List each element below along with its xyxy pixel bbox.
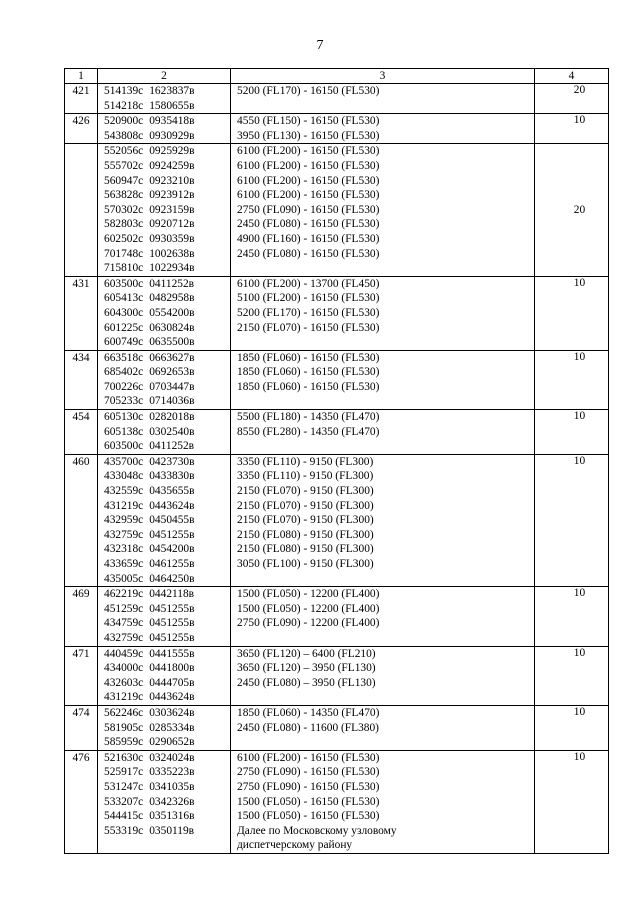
altitude-cell <box>231 750 535 853</box>
longitude: 0411252в <box>149 277 195 290</box>
latitude: 601225с <box>104 321 144 334</box>
coordinate-line <box>104 394 230 409</box>
altitude-line: диспетчерскому району <box>237 839 353 852</box>
altitude-line: 2450 (FL080) - 16150 (FL530) <box>237 247 380 260</box>
coordinate-line <box>104 217 230 232</box>
page-number: 7 <box>316 38 324 53</box>
altitude-line: 6100 (FL200) - 16150 (FL530) <box>237 145 380 158</box>
coordinate-line <box>104 824 230 839</box>
altitude-line: 2150 (FL080) - 9150 (FL300) <box>237 543 374 556</box>
coordinate-line <box>104 542 230 557</box>
longitude: 1022934в <box>149 262 195 275</box>
latitude: 434759с <box>104 617 144 630</box>
latitude: 434000с <box>104 662 144 675</box>
coordinate-line <box>104 321 230 336</box>
latitude: 603500с <box>104 277 144 290</box>
altitude-cell <box>231 646 535 705</box>
latitude: 525917с <box>104 766 144 779</box>
coordinates-cell <box>98 144 231 276</box>
altitude-cell <box>231 114 535 144</box>
altitude-line: 4550 (FL150) - 16150 (FL530) <box>237 115 380 128</box>
zone-number: 460 <box>65 454 98 586</box>
latitude: 562246с <box>104 706 144 719</box>
coordinate-line <box>104 690 230 705</box>
value-cell <box>535 144 609 276</box>
airspace-table <box>64 68 609 854</box>
table-row <box>65 587 609 646</box>
latitude: 685402с <box>104 366 144 379</box>
altitude-cell <box>231 276 535 350</box>
altitude-line: 8550 (FL280) - 14350 (FL470) <box>237 425 380 438</box>
latitude: 705233с <box>104 395 144 408</box>
longitude: 0923912в <box>149 189 195 202</box>
longitude: 0350119в <box>149 824 195 837</box>
coordinate-line <box>104 795 230 810</box>
coordinates-cell <box>98 454 231 586</box>
coordinate-line <box>104 513 230 528</box>
altitude-line: 2150 (FL070) - 9150 (FL300) <box>237 485 374 498</box>
latitude: 585959с <box>104 736 144 749</box>
altitude-line: 3650 (FL120) – 6400 (FL210) <box>237 647 376 660</box>
value-text: 10 <box>573 454 586 467</box>
latitude: 555702с <box>104 159 144 172</box>
coordinate-line <box>104 188 230 203</box>
longitude: 0411252в <box>149 440 195 453</box>
longitude: 0663627в <box>149 351 195 364</box>
coordinate-line <box>104 174 230 189</box>
table-row <box>65 705 609 750</box>
altitude-line: 6100 (FL200) - 16150 (FL530) <box>237 159 380 172</box>
latitude: 663518с <box>104 351 144 364</box>
altitude-line: 3050 (FL100) - 9150 (FL300) <box>237 558 374 570</box>
latitude: 431219с <box>104 691 144 704</box>
value-cell <box>535 705 609 750</box>
value-cell <box>535 276 609 350</box>
zone-number: 471 <box>65 646 98 705</box>
longitude: 0630824в <box>149 321 195 334</box>
coordinate-line <box>104 232 230 247</box>
longitude: 0635500в <box>149 336 195 349</box>
value-text: 10 <box>573 276 586 289</box>
latitude: 433048с <box>104 470 144 483</box>
value-text: 10 <box>573 750 586 763</box>
latitude: 432318с <box>104 543 144 556</box>
coordinate-line <box>104 780 230 795</box>
longitude: 0461255в <box>149 558 195 570</box>
zone-number: 469 <box>65 587 98 646</box>
latitude: 600749с <box>104 336 144 349</box>
value-text: 10 <box>573 705 586 718</box>
coordinate-line <box>104 261 230 276</box>
table-row <box>65 454 609 586</box>
longitude: 0451255в <box>149 528 195 541</box>
longitude: 0423730в <box>149 455 195 468</box>
altitude-cell <box>231 350 535 409</box>
coordinate-line <box>104 114 230 129</box>
altitude-line: 2150 (FL070) - 16150 (FL530) <box>237 321 380 334</box>
longitude: 0923159в <box>149 203 195 216</box>
longitude: 0451255в <box>149 631 195 644</box>
value-text: 10 <box>573 114 586 127</box>
coordinates-cell <box>98 276 231 350</box>
longitude: 0443624в <box>149 691 195 704</box>
latitude: 552056с <box>104 145 144 158</box>
latitude: 440459с <box>104 647 144 660</box>
latitude: 543808с <box>104 129 144 142</box>
altitude-line: 2150 (FL070) - 9150 (FL300) <box>237 499 374 512</box>
coordinates-cell <box>98 587 231 646</box>
latitude: 462219с <box>104 588 144 601</box>
latitude: 605130с <box>104 411 144 424</box>
altitude-line: 5200 (FL170) - 16150 (FL530) <box>237 306 380 319</box>
table-row <box>65 84 609 114</box>
latitude: 432959с <box>104 514 144 527</box>
altitude-line: 2750 (FL090) - 16150 (FL530) <box>237 766 380 779</box>
latitude: 603500с <box>104 440 144 453</box>
longitude: 0443624в <box>149 499 195 512</box>
value-cell <box>535 114 609 144</box>
latitude: 605138с <box>104 425 144 438</box>
zone-number: 426 <box>65 114 98 144</box>
coordinate-line <box>104 455 230 470</box>
coordinate-line <box>104 721 230 736</box>
coordinate-line <box>104 380 230 395</box>
coordinate-line <box>104 129 230 144</box>
longitude: 0923210в <box>149 174 195 187</box>
altitude-line: 2450 (FL080) – 3950 (FL130) <box>237 676 376 689</box>
altitude-line: 2450 (FL080) - 11600 (FL380) <box>237 721 379 734</box>
latitude: 553319с <box>104 824 144 837</box>
longitude: 0925929в <box>149 145 195 158</box>
altitude-line: 3950 (FL130) - 16150 (FL530) <box>237 129 380 142</box>
coordinate-line <box>104 410 230 425</box>
longitude: 0302540в <box>149 425 195 438</box>
altitude-line: 1500 (FL050) - 16150 (FL530) <box>237 795 380 808</box>
latitude: 514139с <box>104 85 144 97</box>
longitude: 1002638в <box>149 247 195 260</box>
latitude: 602502с <box>104 232 144 245</box>
longitude: 0435655в <box>149 485 195 498</box>
coordinate-line <box>104 144 230 159</box>
coordinate-line <box>104 439 230 454</box>
altitude-cell <box>231 410 535 455</box>
coordinate-line <box>104 765 230 780</box>
coordinate-line <box>104 277 230 292</box>
altitude-line: 6100 (FL200) - 16150 (FL530) <box>237 189 380 202</box>
value-cell <box>535 750 609 853</box>
longitude: 0554200в <box>149 306 195 319</box>
latitude: 533207с <box>104 795 144 808</box>
altitude-line: 2750 (FL090) - 16150 (FL530) <box>237 780 380 793</box>
coordinate-line <box>104 587 230 602</box>
zone-number: 476 <box>65 750 98 853</box>
longitude: 0324024в <box>149 751 195 764</box>
altitude-line: 1850 (FL060) - 14350 (FL470) <box>237 706 380 719</box>
value-cell <box>535 454 609 586</box>
latitude: 582803с <box>104 218 144 231</box>
altitude-line: 3650 (FL120) – 3950 (FL130) <box>237 662 376 675</box>
coordinate-line <box>104 706 230 721</box>
coordinate-line <box>104 306 230 321</box>
latitude: 570302с <box>104 203 144 216</box>
table-row <box>65 750 609 853</box>
altitude-line: 5100 (FL200) - 16150 (FL530) <box>237 292 380 305</box>
zone-number: 434 <box>65 350 98 409</box>
header-col-2: 2 <box>98 69 231 84</box>
altitude-line: 4900 (FL160) - 16150 (FL530) <box>237 232 380 245</box>
longitude: 0451255в <box>149 602 195 615</box>
latitude: 521630с <box>104 751 144 764</box>
latitude: 433659с <box>104 558 144 570</box>
longitude: 0441555в <box>149 647 195 660</box>
coordinates-cell <box>98 750 231 853</box>
altitude-line: 2750 (FL090) - 16150 (FL530) <box>237 203 380 216</box>
coordinate-line <box>104 572 230 587</box>
longitude: 0342326в <box>149 795 195 808</box>
coordinate-line <box>104 676 230 691</box>
longitude: 0454200в <box>149 543 195 556</box>
coordinate-line <box>104 661 230 676</box>
coordinate-line <box>104 99 230 114</box>
table-row <box>65 144 609 276</box>
table-row <box>65 646 609 705</box>
altitude-cell <box>231 705 535 750</box>
coordinates-cell <box>98 705 231 750</box>
table-row <box>65 410 609 455</box>
coordinate-line <box>104 469 230 484</box>
altitude-line: 1850 (FL060) - 16150 (FL530) <box>237 380 380 393</box>
latitude: 435700с <box>104 455 144 468</box>
coordinate-line <box>104 203 230 218</box>
latitude: 560947с <box>104 174 144 187</box>
coordinate-line <box>104 84 230 99</box>
longitude: 0703447в <box>149 380 195 393</box>
longitude: 0692653в <box>149 366 195 379</box>
latitude: 531247с <box>104 780 144 793</box>
longitude: 0341035в <box>149 780 195 793</box>
header-row <box>65 69 609 84</box>
altitude-line: 2150 (FL080) - 9150 (FL300) <box>237 528 374 541</box>
coordinates-cell <box>98 646 231 705</box>
latitude: 432603с <box>104 676 144 689</box>
coordinate-line <box>104 499 230 514</box>
zone-number: 474 <box>65 705 98 750</box>
coordinate-line <box>104 159 230 174</box>
latitude: 700226с <box>104 380 144 393</box>
longitude: 1580655в <box>149 99 195 112</box>
table-row <box>65 114 609 144</box>
zone-number: 431 <box>65 276 98 350</box>
longitude: 0920712в <box>149 218 195 231</box>
coordinates-cell <box>98 114 231 144</box>
coordinates-cell <box>98 84 231 114</box>
longitude: 0290652в <box>149 736 195 749</box>
altitude-line: 3350 (FL110) - 9150 (FL300) <box>237 455 374 468</box>
latitude: 432559с <box>104 485 144 498</box>
altitude-line: Далее по Московскому узловому <box>237 824 397 837</box>
coordinate-line <box>104 809 230 824</box>
longitude: 0930929в <box>149 129 195 142</box>
altitude-line: 5500 (FL180) - 14350 (FL470) <box>237 411 380 424</box>
altitude-line: 6100 (FL200) - 13700 (FL450) <box>237 277 380 290</box>
altitude-line: 6100 (FL200) - 16150 (FL530) <box>237 174 380 187</box>
altitude-line: 2150 (FL070) - 9150 (FL300) <box>237 514 374 527</box>
longitude: 0464250в <box>149 572 195 585</box>
altitude-line: 3350 (FL110) - 9150 (FL300) <box>237 470 374 483</box>
altitude-cell <box>231 587 535 646</box>
coordinate-line <box>104 647 230 662</box>
longitude: 0285334в <box>149 721 195 734</box>
latitude: 604300с <box>104 306 144 319</box>
latitude: 544415с <box>104 810 144 823</box>
value-cell <box>535 84 609 114</box>
longitude: 1623837в <box>149 85 195 97</box>
value-text: 10 <box>573 646 586 659</box>
coordinate-line <box>104 751 230 766</box>
coordinate-line <box>104 425 230 440</box>
latitude: 431219с <box>104 499 144 512</box>
coordinate-line <box>104 631 230 646</box>
altitude-line: 1850 (FL060) - 16150 (FL530) <box>237 366 380 379</box>
longitude: 0451255в <box>149 617 195 630</box>
longitude: 0303624в <box>149 706 195 719</box>
coordinate-line <box>104 735 230 750</box>
latitude: 432759с <box>104 528 144 541</box>
coordinate-line <box>104 557 230 572</box>
longitude: 0930359в <box>149 232 195 245</box>
longitude: 0924259в <box>149 159 195 172</box>
altitude-cell <box>231 144 535 276</box>
altitude-line: 2450 (FL080) - 16150 (FL530) <box>237 218 380 231</box>
coordinate-line <box>104 528 230 543</box>
latitude: 451259с <box>104 602 144 615</box>
value-text: 10 <box>573 350 586 363</box>
value-text: 20 <box>573 84 586 96</box>
value-cell <box>535 587 609 646</box>
altitude-cell <box>231 454 535 586</box>
longitude: 0442118в <box>149 588 195 601</box>
latitude: 581905с <box>104 721 144 734</box>
altitude-line: 1500 (FL050) - 12200 (FL400) <box>237 588 380 601</box>
longitude: 0714036в <box>149 395 195 408</box>
altitude-line: 1850 (FL060) - 16150 (FL530) <box>237 351 380 364</box>
header-col-4: 4 <box>535 69 609 84</box>
coordinate-line <box>104 602 230 617</box>
value-text: 20 <box>573 204 586 217</box>
coordinate-line <box>104 335 230 350</box>
latitude: 514218с <box>104 99 144 112</box>
coordinate-line <box>104 291 230 306</box>
coordinates-cell <box>98 410 231 455</box>
longitude: 0282018в <box>149 411 195 424</box>
latitude: 435005с <box>104 572 144 585</box>
longitude: 0335223в <box>149 766 195 779</box>
longitude: 0351316в <box>149 810 195 823</box>
latitude: 605413с <box>104 292 144 305</box>
coordinate-line <box>104 351 230 366</box>
longitude: 0444705в <box>149 676 195 689</box>
value-text: 10 <box>573 410 586 423</box>
latitude: 520900с <box>104 115 144 128</box>
coordinate-line <box>104 484 230 499</box>
latitude: 432759с <box>104 631 144 644</box>
value-cell <box>535 410 609 455</box>
coordinate-line <box>104 616 230 631</box>
header-col-1: 1 <box>65 69 98 84</box>
coordinates-cell <box>98 350 231 409</box>
table-row <box>65 350 609 409</box>
altitude-line: 5200 (FL170) - 16150 (FL530) <box>237 85 380 97</box>
value-cell <box>535 646 609 705</box>
coordinate-line <box>104 247 230 262</box>
zone-number <box>65 144 98 276</box>
altitude-cell <box>231 84 535 114</box>
value-cell <box>535 350 609 409</box>
longitude: 0935418в <box>149 115 195 128</box>
altitude-line: 1500 (FL050) - 12200 (FL400) <box>237 602 380 615</box>
longitude: 0482958в <box>149 292 195 305</box>
altitude-line: 2750 (FL090) - 12200 (FL400) <box>237 617 380 630</box>
header-col-3: 3 <box>231 69 535 84</box>
longitude: 0433830в <box>149 470 195 483</box>
coordinate-line <box>104 365 230 380</box>
value-text: 10 <box>573 587 586 600</box>
altitude-line: 1500 (FL050) - 16150 (FL530) <box>237 810 380 823</box>
table-row <box>65 276 609 350</box>
latitude: 563828с <box>104 189 144 202</box>
latitude: 715810с <box>104 262 144 275</box>
zone-number: 454 <box>65 410 98 455</box>
zone-number: 421 <box>65 84 98 114</box>
longitude: 0450455в <box>149 514 195 527</box>
altitude-line: 6100 (FL200) - 16150 (FL530) <box>237 751 380 764</box>
longitude: 0441800в <box>149 662 195 675</box>
latitude: 701748с <box>104 247 144 260</box>
